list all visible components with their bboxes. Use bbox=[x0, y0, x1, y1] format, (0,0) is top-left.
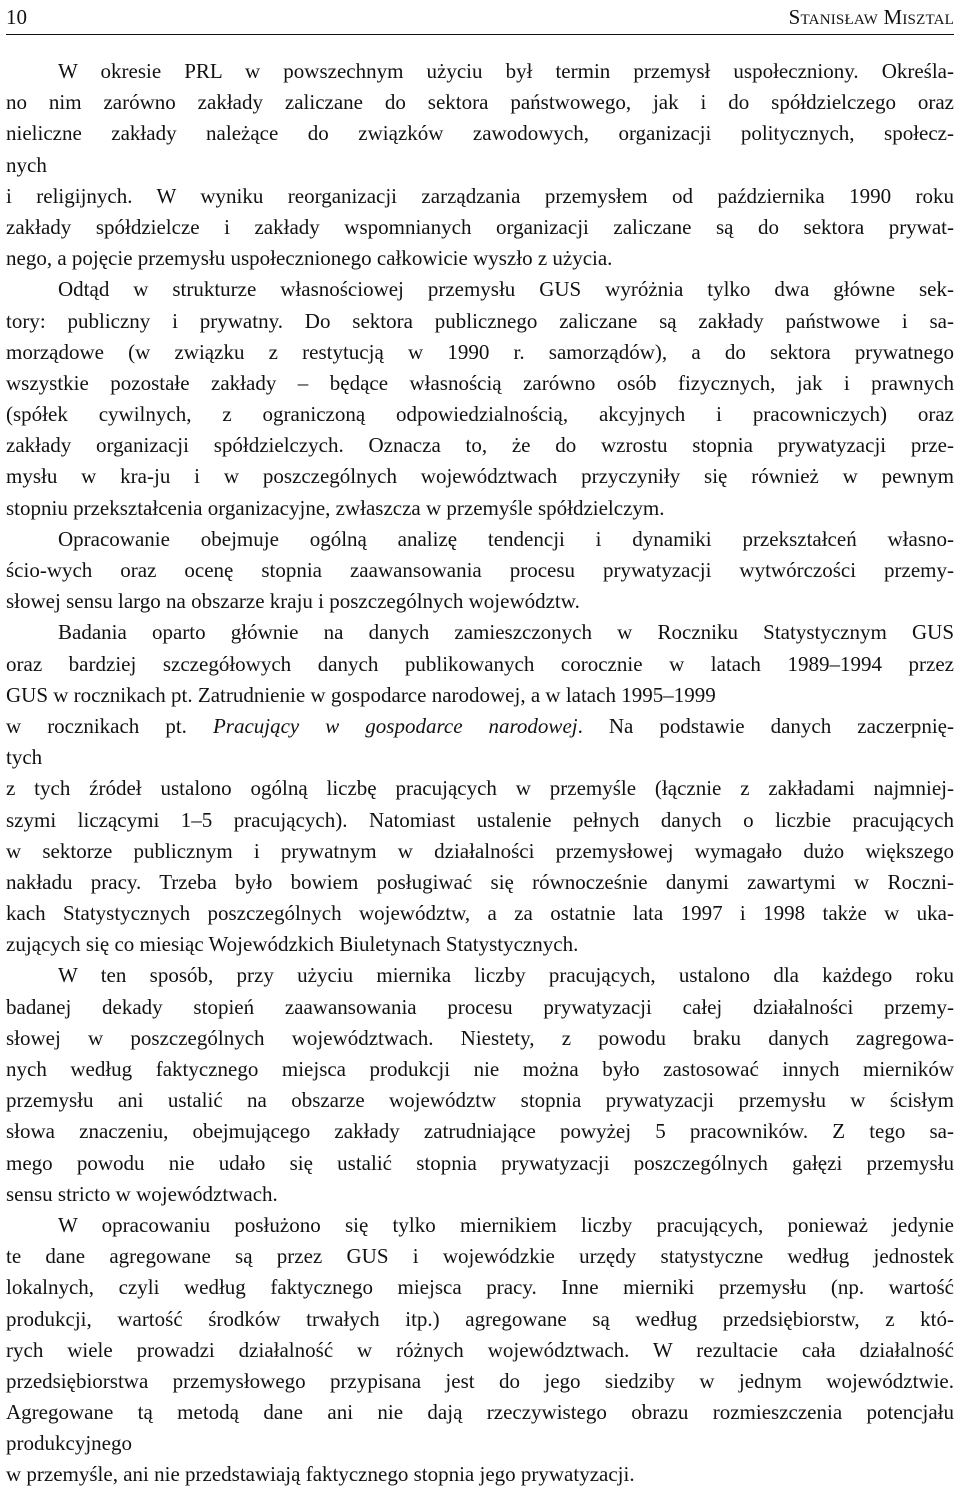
text-line: słowej w poszczególnych województwach. Niestety, z powodu braku danych zagregowa- bbox=[6, 1025, 954, 1050]
text-line: mysłu w kra-ju i w poszczególnych województwach przyczyniły się również w pewnym bbox=[6, 464, 954, 489]
text-line: produkcyjnego bbox=[6, 1431, 132, 1456]
text-line: badanej dekady stopień zaawansowania procesu prywatyzacji całej działalności przemy- bbox=[6, 994, 954, 1019]
text-line: zakłady spółdzielcze i zakłady wspomnianych organizacji zaliczane są do sektora prywat- bbox=[6, 214, 954, 239]
text-line: zujących się co miesiąc Wojewódzkich Biuletynach Statystycznych. bbox=[6, 932, 579, 957]
text-line: nakładu pracy. Trzeba było bowiem posługiwać się równocześnie danymi zawartymi w Roczni- bbox=[6, 869, 954, 894]
text-line: nych według faktycznego miejsca produkcji nie można było zastosować innych mierników bbox=[6, 1057, 954, 1081]
text-line: GUS w rocznikach pt. Zatrudnienie w gospodarce narodowej, a w latach 1995–1999 bbox=[6, 682, 716, 707]
text-line: wszystkie pozostałe zakłady – będące własnością zarówno osób fizycznych, jak i prawnych bbox=[6, 370, 954, 395]
text-line: w rocznikach pt. Pracujący w gospodarce narodowej. Na podstawie danych zaczerpnię- bbox=[6, 713, 954, 738]
text-line: sensu stricto w województwach. bbox=[6, 1181, 278, 1206]
text-line: lokalnych, czyli według faktycznego miejsca pracy. Inne mierniki przemysłu (np. wartość bbox=[6, 1275, 954, 1300]
text-line: tych bbox=[6, 745, 43, 770]
text-line: te dane agregowane są przez GUS i wojewódzkie urzędy statystyczne według jednostek bbox=[6, 1244, 954, 1269]
text-line: nieliczne zakłady należące do związków zawodowych, organizacji politycznych, społecz- bbox=[6, 121, 954, 146]
running-head: Stanisław Misztal bbox=[788, 5, 954, 29]
text-line: nego, a pojęcie przemysłu uspołecznionego całkowicie wyszło z użycia. bbox=[6, 246, 613, 271]
text-line: produkcji, wartość środków trwałych itp.) agregowane są według przedsiębiorstw, z któ- bbox=[6, 1306, 954, 1331]
body-text bbox=[6, 56, 954, 1491]
text-line: z tych źródeł ustalono ogólną liczbę pracujących w przemyśle (łącznie z zakładami najmniej- bbox=[6, 776, 954, 801]
text-line: morządowe (w związku z restytucją w 1990 r. samorządów), a do sektora prywatnego bbox=[6, 339, 954, 364]
text-line: no nim zarówno zakłady zaliczane do sektora państwowego, jak i do spółdzielczego oraz bbox=[6, 90, 954, 115]
text-line: Odtąd w strukturze własnościowej przemysłu GUS wyróżnia tylko dwa główne sek- bbox=[58, 277, 954, 302]
text-line: Badania oparto głównie na danych zamieszczonych w Roczniku Statystycznym GUS bbox=[58, 620, 954, 645]
text-line: W ten sposób, przy użyciu miernika liczby pracujących, ustalono dla każdego roku bbox=[58, 963, 954, 988]
text-line: słowa znaczeniu, obejmującego zakłady zatrudniające powyżej 5 pracowników. Z tego sa- bbox=[6, 1119, 954, 1144]
text-line: nych bbox=[6, 152, 47, 177]
text-line: rych wiele prowadzi działalność w różnych województwach. W rezultacie cała działalność bbox=[6, 1337, 954, 1362]
text-line: W okresie PRL w powszechnym użyciu był termin przemysł uspołeczniony. Określa- bbox=[58, 59, 954, 83]
text-line: tory: publiczny i prywatny. Do sektora publicznego zaliczane są zakłady państwowe i sa- bbox=[6, 308, 954, 333]
text-line: ścio-wych oraz ocenę stopnia zaawansowania procesu prywatyzacji wytwórczości przemy- bbox=[6, 558, 954, 582]
text-line: Opracowanie obejmuje ogólną analizę tendencji i dynamiki przekształceń własno- bbox=[58, 526, 954, 551]
text-line: w sektorze publicznym i prywatnym w działalności przemysłowej wymagało dużo większego bbox=[6, 838, 954, 863]
text-line: przemysłu ani ustalić na obszarze województw stopnia prywatyzacji przemysłu w ścisłym bbox=[6, 1088, 954, 1113]
text-line: i religijnych. W wyniku reorganizacji zarządzania przemysłem od października 1990 roku bbox=[6, 183, 954, 208]
text-line: słowej sensu largo na obszarze kraju i poszczególnych województw. bbox=[6, 589, 580, 614]
publication-title: Pracujący w gospodarce narodowej bbox=[212, 713, 578, 738]
text-line: szymi liczącymi 1–5 pracujących). Natomiast ustalenie pełnych danych o liczbie pracujących bbox=[6, 807, 954, 832]
text-line: przedsiębiorstwa przemysłowego przypisana jest do jego siedziby w jednym województwie. bbox=[6, 1368, 954, 1393]
page-header bbox=[6, 4, 954, 35]
text-line: (spółek cywilnych, z ograniczoną odpowiedzialnością, akcyjnych i pracowniczych) oraz bbox=[6, 402, 954, 427]
text-line: Agregowane tą metodą dane ani nie dają rzeczywistego obrazu rozmieszczenia potencjału bbox=[6, 1400, 954, 1425]
text-line: zakłady organizacji spółdzielczych. Oznacza to, że do wzrostu stopnia prywatyzacji prze- bbox=[6, 433, 954, 458]
text-line: oraz bardziej szczegółowych danych publikowanych corocznie w latach 1989–1994 przez bbox=[6, 651, 954, 676]
text-line: mego powodu nie udało się ustalić stopnia prywatyzacji poszczególnych gałęzi przemysłu bbox=[6, 1150, 954, 1175]
text-line: W opracowaniu posłużono się tylko miernikiem liczby pracujących, ponieważ jedynie bbox=[58, 1212, 954, 1237]
page-number: 10 bbox=[6, 5, 27, 29]
text-line: stopniu przekształcenia organizacyjne, zwłaszcza w przemyśle spółdzielczym. bbox=[6, 495, 665, 520]
text-line: w przemyśle, ani nie przedstawiają faktycznego stopnia jego prywatyzacji. bbox=[6, 1462, 635, 1487]
text-line: kach Statystycznych poszczególnych województw, a za ostatnie lata 1997 i 1998 także w uka- bbox=[6, 901, 954, 926]
